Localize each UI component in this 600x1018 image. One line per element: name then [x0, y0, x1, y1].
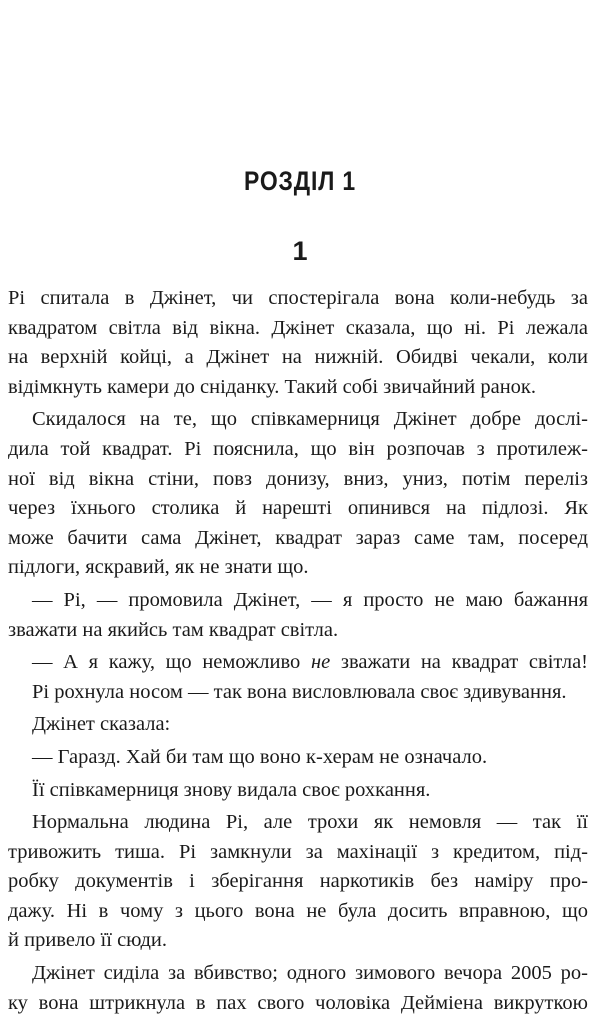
- text-line: дила той квадрат. Рі пояснила, що він розпочав з протилеж-: [8, 437, 588, 460]
- text-line: Джінет сказала:: [32, 713, 171, 736]
- text-line: квадратом світла від вікна. Джінет сказала, що ні. Рі лежала: [8, 316, 588, 339]
- text-line: ку вона штрикнула в пах свого чоловіка Дейміена викруткою: [8, 991, 588, 1014]
- section-number: 1: [292, 236, 308, 266]
- text-line: на верхній койці, а Джінет на нижній. Обидві чекали, коли: [8, 346, 588, 369]
- body-text: [8, 284, 588, 1018]
- emphasis-text: не: [310, 651, 331, 674]
- text-line: може бачити сама Джінет, квадрат зараз саме там, посеред: [8, 526, 588, 549]
- text-segment: — А я кажу, що неможливо: [32, 651, 311, 674]
- text-line-with-emphasis: [8, 648, 588, 678]
- text-line: Скидалося на те, що співкамерниця Джінет добре дослі-: [32, 408, 588, 431]
- text-line: зважати на якийсь там квадрат світла.: [8, 618, 339, 641]
- text-line: через їхнього столика й нарешті опинився на підлозі. Як: [8, 497, 588, 520]
- text-line: й привело її сюди.: [8, 929, 167, 952]
- text-line: Рі спитала в Джінет, чи спостерігала вона коли-небудь за: [8, 287, 588, 309]
- text-line: робку документів і зберігання наркотиків без наміру про-: [8, 870, 588, 893]
- text-line: — Рі, — промовила Джінет, — я просто не маю бажання: [32, 588, 588, 611]
- text-line: Джінет сиділа за вбивство; одного зимового вечора 2005 ро-: [32, 962, 588, 985]
- text-line: тривожить тиша. Рі замкнули за махінації з кредитом, під-: [8, 840, 588, 863]
- text-line: Рі рохнула носом — так вона висловлювала своє здивування.: [32, 680, 567, 703]
- text-line: підлоги, яскравий, як не знати що.: [8, 556, 309, 579]
- text-line: Її співкамерниця знову видала своє рохкання.: [32, 778, 431, 801]
- text-line: відімкнуть камери до сніданку. Такий собі звичайний ранок.: [8, 375, 536, 398]
- chapter-title: РОЗДІЛ 1: [243, 166, 357, 196]
- text-line: ної від вікна стіни, повз донизу, вниз, униз, потім переліз: [8, 467, 588, 490]
- text-segment: зважати на квадрат світла!: [330, 651, 588, 674]
- text-line: дажу. Ні в чому з цього вона не була досить вправною, що: [8, 899, 588, 922]
- text-line: Нормальна людина Рі, але трохи як немовля — так її: [32, 811, 588, 834]
- text-line: — Гаразд. Хай би там що воно к-херам не означало.: [32, 745, 488, 768]
